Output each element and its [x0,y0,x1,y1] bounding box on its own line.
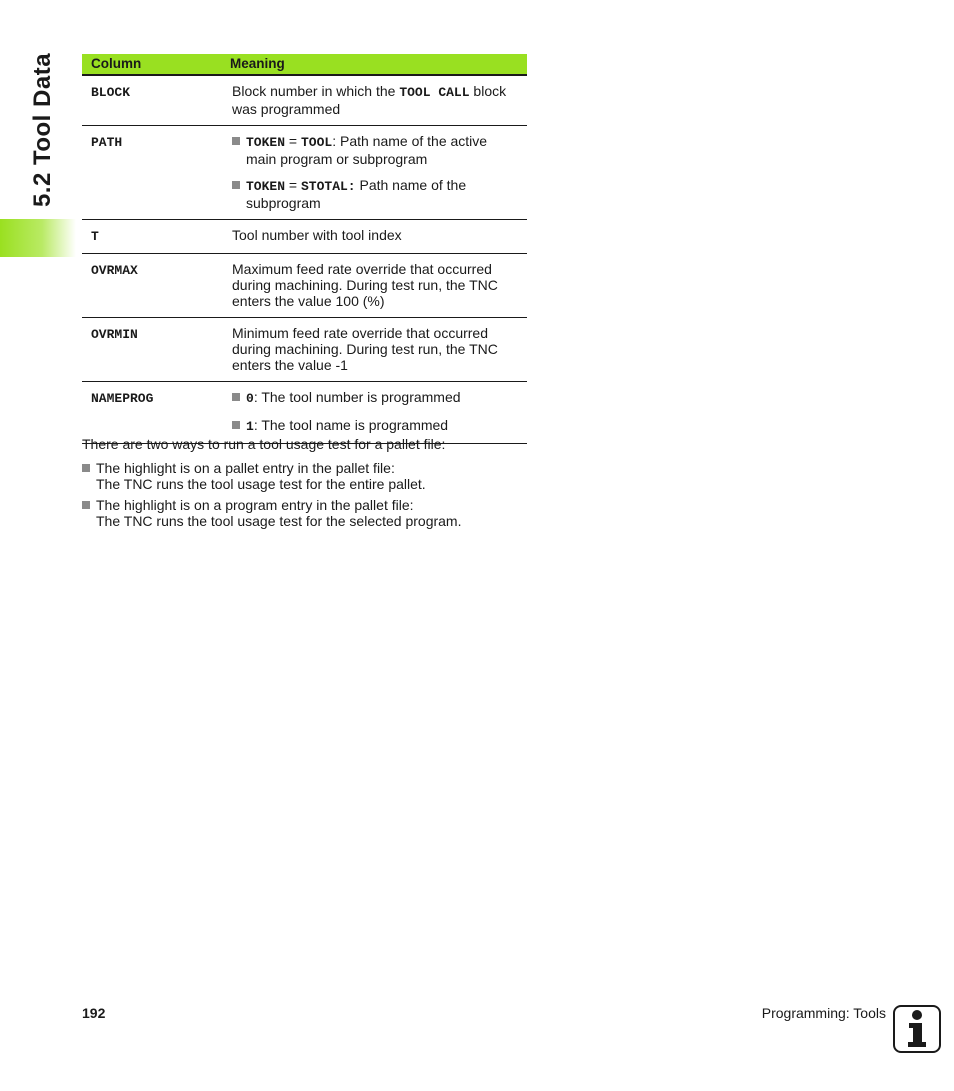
info-icon [893,1005,941,1053]
chapter-title-text: 5.2 Tool Data [29,52,56,208]
intro-paragraph: There are two ways to run a tool usage test for a pallet file: [82,436,446,452]
meaning-path [224,126,527,220]
bullet-square-icon [232,181,240,189]
meaning-t: Tool number with tool index [224,220,527,254]
header-column: Column [82,54,224,75]
footer-section-title: Programming: Tools [761,1005,886,1021]
code-tool-call: TOOL CALL [399,85,470,100]
chapter-tab-marker [0,219,76,257]
chapter-side-title [26,50,60,210]
page-number: 192 [82,1005,106,1021]
body-text [82,436,542,534]
bullet-square-icon [232,421,240,429]
bullet-square-icon [82,464,90,472]
column-name-ovrmax: OVRMAX [91,263,138,278]
meaning-ovrmin: Minimum feed rate override that occurred during machining. During test run, the TNC enters the value -1 [224,318,527,382]
header-meaning: Meaning [224,54,527,75]
table-row-path [82,126,527,220]
column-name-path: PATH [91,135,123,150]
column-name-nameprog: NAMEPROG [91,391,154,406]
table-row-nameprog [82,382,527,444]
bullet-square-icon [232,137,240,145]
column-name-ovrmin: OVRMIN [91,327,138,342]
table-row-block [82,75,527,126]
path-bullet-2: TOKEN = STOTAL: Path name of the subprogram [232,177,521,211]
table-header-row [82,54,527,75]
tool-data-table [82,54,527,444]
nameprog-bullet-2: 1: The tool name is programmed [232,417,521,435]
meaning-nameprog [224,382,527,444]
table-row-ovrmax [82,254,527,318]
meaning-ovrmax: Maximum feed rate override that occurred during machining. During test run, the TNC enters the value 100 (%) [224,254,527,318]
path-bullet-1: TOKEN = TOOL: Path name of the active main program or subprogram [232,133,521,167]
bullet-square-icon [82,501,90,509]
meaning-block: Block number in which the TOOL CALL block was programmed [224,75,527,126]
table-row-t [82,220,527,254]
bullet-square-icon [232,393,240,401]
table-row-ovrmin [82,318,527,382]
list-item: The highlight is on a pallet entry in the pallet file: The TNC runs the tool usage test for the entire pallet. [82,460,542,492]
nameprog-bullet-1: 0: The tool number is programmed [232,389,521,407]
column-name-block: BLOCK [91,85,131,100]
list-item: The highlight is on a program entry in the pallet file: The TNC runs the tool usage test for the selected program. [82,497,542,529]
column-name-t: T [91,229,99,244]
